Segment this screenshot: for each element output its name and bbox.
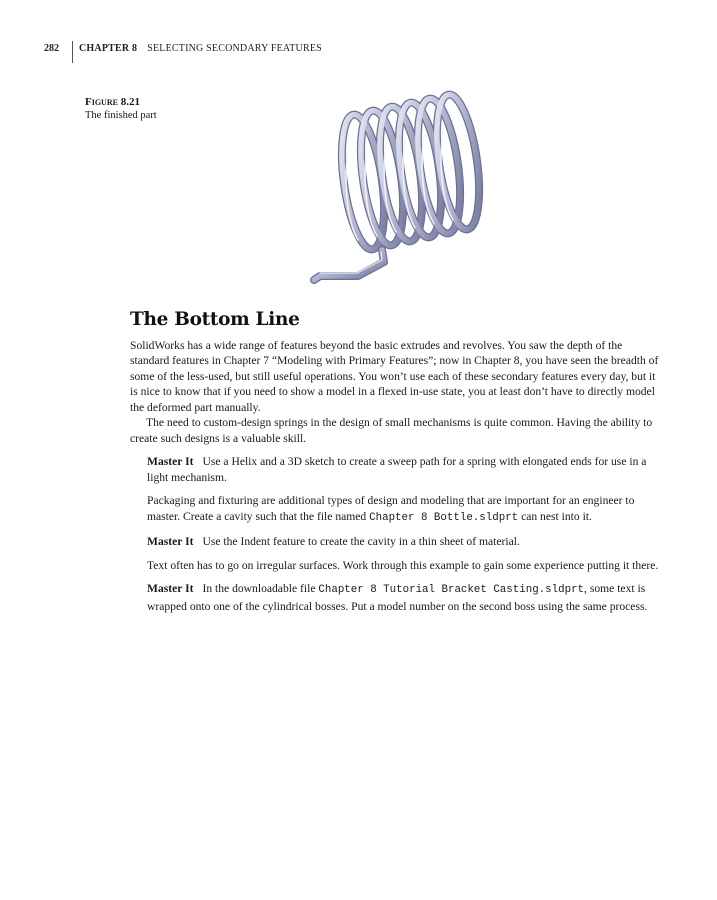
master-it-label: Master It [147,455,194,468]
paragraph-intro: SolidWorks has a wide range of features beyond the basic extrudes and revolves. You saw the depth of the standard features in Chapter 7 “Modeling with Primary Features”; now in Chapter 8, you have seen the breadth of some of the less-used, but still useful operations. You won’t use each of these secondary features every day, but it is nice to know that if you need to show a model in a flexed in-use state, you at least don’t have to directly model the deformed part manually. [130,338,659,414]
master-it-text-end: , some text is wrapped onto one of the cylindrical bosses. Put a model number on the second boss using the same process. [147,582,648,613]
master-it-text: Use the Indent feature to create the cavity in a thin sheet of material. [202,535,520,548]
chapter-number: CHAPTER 8 [79,43,138,54]
master-it-text: In the downloadable file [202,582,319,595]
figure-label: Figure 8.21 [85,96,140,108]
file-name-code: Chapter 8 Bottle.sldprt [369,511,519,524]
file-name-code: Chapter 8 Tutorial Bracket Casting.sldprt [318,584,585,596]
master-it-text: Use a Helix and a 3D sketch to create a sweep path for a spring with elongated ends for use in a light mechanism. [147,455,647,484]
section-title: The Bottom Line [130,309,300,330]
chapter-title: SELECTING SECONDARY FEATURES [147,43,322,54]
exercise-master-it-1 [147,454,660,485]
paragraph-springs: The need to custom-design springs in the design of small mechanisms is quite common. Having the ability to create such designs is a valuable skill. [130,416,653,445]
figure-image [300,90,510,300]
packaging-text-end: can nest into it. [518,509,592,523]
helical-spring-icon [300,90,510,300]
exercise-master-it-3 [147,581,660,614]
exercise-master-it-2 [147,534,660,550]
figure-caption [85,95,157,123]
paragraph-text-surfaces: Text often has to go on irregular surfaces. Work through this example to gain some experience putting it there. [147,558,659,572]
paragraph-packaging [147,493,660,526]
packaging-text: Packaging and fixturing are additional types of design and modeling that are important for an engineer to master. Create a cavity such that the file named [147,494,635,523]
figure-description: The finished part [85,110,157,121]
header-divider [72,41,73,63]
master-it-label: Master It [147,582,194,595]
page-number: 282 [44,43,59,54]
main-content [130,309,660,614]
master-it-label: Master It [147,535,194,548]
running-head [44,41,322,63]
